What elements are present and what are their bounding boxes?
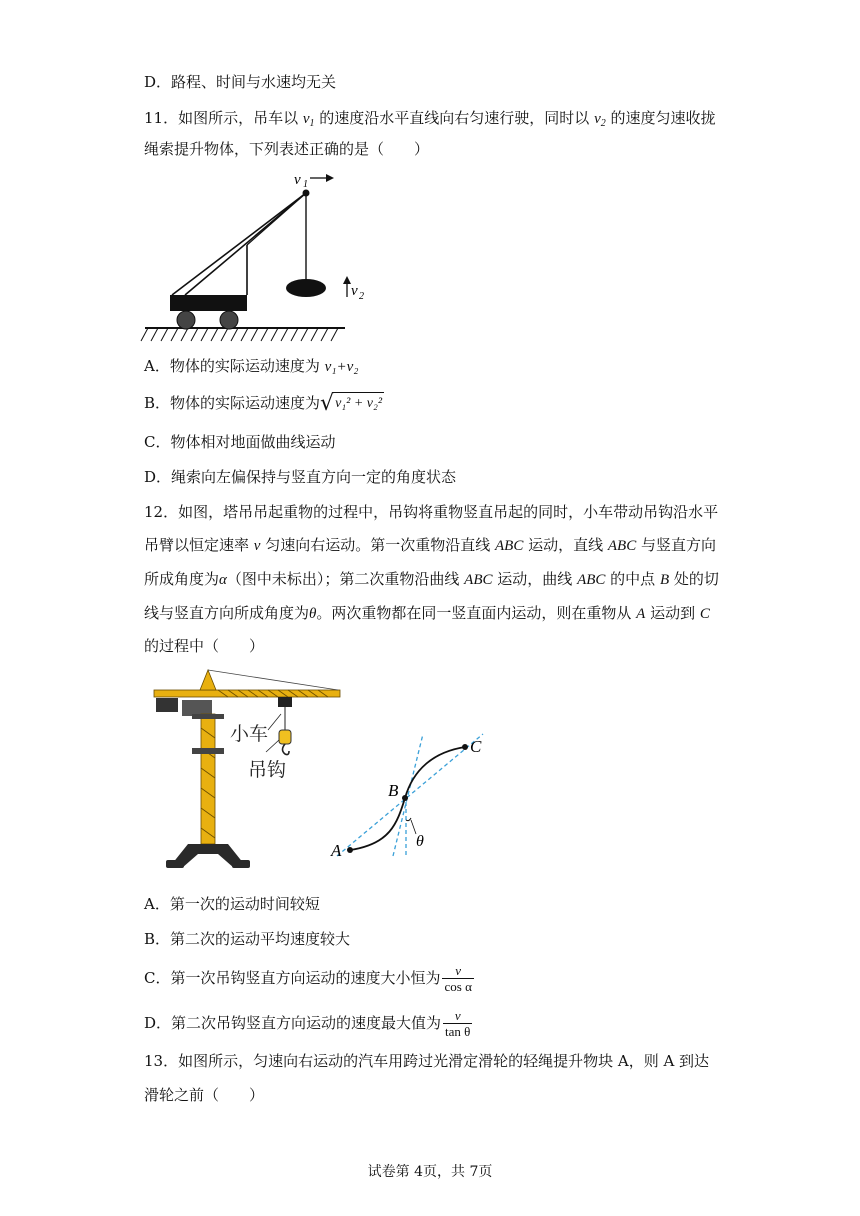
tie-line xyxy=(208,670,338,690)
option-a-expression: v₁+v₂ xyxy=(324,359,359,375)
crane-base xyxy=(166,844,250,868)
q12-stem-line1: 12．如图，塔吊吊起重物的过程中，吊钩将重物竖直吊起的同时，小车带动吊钩沿水平 xyxy=(144,503,719,521)
label-c: C xyxy=(470,737,482,756)
q12-text: 匀速向右运动。第一次重物沿直线 xyxy=(260,536,495,554)
v2-subscript: 2 xyxy=(600,118,606,129)
v1-label: v xyxy=(294,172,301,188)
q11-option-b xyxy=(144,392,384,416)
q12-text: 运动到 xyxy=(645,604,700,622)
option-text: A．物体的实际运动速度为 xyxy=(144,357,325,375)
q12-text: 运动，直线 xyxy=(523,536,608,554)
q13-stem-line1: 13．如图所示，匀速向右运动的汽车用跨过光滑定滑轮的轻绳提升物块 A，则 A 到达 xyxy=(144,1052,710,1070)
q13-stem-line2: 滑轮之前（ ） xyxy=(144,1086,265,1104)
q12-option-c xyxy=(144,963,474,994)
trolley-label: 小车 xyxy=(230,724,269,745)
tower-crane-figure xyxy=(148,668,348,873)
v2-label-sub: 2 xyxy=(359,291,364,302)
q12-stem-line4 xyxy=(144,603,710,624)
v1-arrowhead xyxy=(326,174,334,182)
abc-symbol: ABC xyxy=(495,538,524,554)
q12-stem-line5: 的过程中（ ） xyxy=(144,637,265,655)
trajectory-diagram xyxy=(325,728,495,866)
q12-text: 运动，曲线 xyxy=(492,570,578,588)
v2-arrowhead xyxy=(343,276,351,284)
crane-boom xyxy=(172,193,306,295)
q11-option-c: C．物体相对地面做曲线运动 xyxy=(144,433,336,451)
abc-symbol: ABC xyxy=(607,538,637,554)
option-text: C．第一次吊钩竖直方向运动的速度大小恒为 xyxy=(144,969,441,987)
counterweight xyxy=(156,698,178,712)
fraction-denominator: tan θ xyxy=(445,1024,471,1039)
q12-text: 与竖直方向 xyxy=(636,536,717,554)
v-symbol: v xyxy=(253,538,261,554)
mast-platform xyxy=(192,714,224,719)
truck-chassis xyxy=(170,295,247,311)
q11-stem-line2: 绳索提升物体，下列表述正确的是（ ） xyxy=(144,140,430,158)
v2-symbol: v xyxy=(594,111,601,127)
point-a xyxy=(347,847,353,853)
sqrt-expression: √ v₁² + v₂² xyxy=(320,391,383,416)
c-symbol: C xyxy=(699,606,710,622)
a-symbol: A xyxy=(636,606,646,622)
hook xyxy=(283,744,290,755)
point-c xyxy=(462,744,468,750)
q11-text: 的速度匀速收拢 xyxy=(605,109,716,127)
q12-text: （图中未标出）；第二次重物沿曲线 xyxy=(226,570,465,588)
mast-platform xyxy=(192,748,224,754)
q12-option-b: B．第二次的运动平均速度较大 xyxy=(144,930,351,948)
v1-label-sub: 1 xyxy=(303,179,308,190)
fraction-v-over-tan xyxy=(443,1009,472,1039)
fraction-v-over-cos xyxy=(442,964,473,994)
option-text: B．物体的实际运动速度为 xyxy=(144,394,321,412)
point-b xyxy=(402,795,408,801)
angle-arc xyxy=(406,818,411,821)
v2-label: v xyxy=(351,283,358,299)
abc-symbol: ABC xyxy=(577,572,606,588)
label-b: B xyxy=(388,781,399,800)
fraction-numerator: v xyxy=(442,964,473,979)
hook-block xyxy=(279,730,291,744)
load-object xyxy=(286,279,326,297)
q11-stem-line1 xyxy=(144,108,716,129)
trolley xyxy=(278,697,292,707)
q12-text: 吊臂以恒定速率 xyxy=(144,536,254,554)
ground-hatching xyxy=(141,328,338,341)
hook-label: 吊钩 xyxy=(248,760,287,781)
wheel xyxy=(177,311,195,329)
q12-option-a: A．第一次的运动时间较短 xyxy=(144,895,320,913)
straight-path-ac xyxy=(337,734,483,856)
q12-text: 的中点 xyxy=(605,570,660,588)
v1-subscript: 1 xyxy=(309,118,315,129)
q12-stem-line2 xyxy=(144,535,716,556)
fraction-denominator: cos α xyxy=(444,979,472,994)
v1-symbol: v xyxy=(302,111,310,127)
q11-text: 11．如图所示，吊车以 xyxy=(144,109,303,127)
wheel xyxy=(220,311,238,329)
abc-symbol: ABC xyxy=(464,572,493,588)
q12-stem-line3 xyxy=(144,569,719,590)
q12-text: 。两次重物都在同一竖直面内运动，则在重物从 xyxy=(316,604,637,622)
q11-option-d: D．绳索向左偏保持与竖直方向一定的角度状态 xyxy=(144,468,457,486)
trolley-pointer xyxy=(268,714,281,730)
q12-option-d xyxy=(144,1008,472,1039)
q12-text: 处的切 xyxy=(669,570,719,588)
page-footer: 试卷第 4页，共 7页 xyxy=(367,1164,493,1180)
crane-cab xyxy=(182,700,212,716)
label-a: A xyxy=(331,841,342,860)
q11-text: 的速度沿水平直线向右匀速行驶，同时以 xyxy=(314,109,595,127)
crane-peak xyxy=(200,670,216,690)
option-text: D．第二次吊钩竖直方向运动的速度最大值为 xyxy=(144,1014,442,1032)
q10-option-d: D．路程、时间与水速均无关 xyxy=(144,73,337,91)
q12-text: 线与竖直方向所成角度为 xyxy=(144,604,310,622)
crane-truck-figure xyxy=(140,165,364,350)
label-theta: θ xyxy=(416,833,424,850)
q12-text: 所成角度为 xyxy=(144,570,220,588)
sqrt-radicand: v₁² + v₂² xyxy=(334,392,384,416)
fraction-numerator: v xyxy=(443,1009,472,1024)
theta-symbol: θ xyxy=(309,606,317,622)
alpha-symbol: α xyxy=(219,572,227,588)
angle-pointer xyxy=(411,820,416,834)
q11-option-a xyxy=(144,356,358,377)
b-symbol: B xyxy=(659,572,670,588)
crane-brace xyxy=(247,193,306,245)
crane-mast xyxy=(201,714,215,844)
